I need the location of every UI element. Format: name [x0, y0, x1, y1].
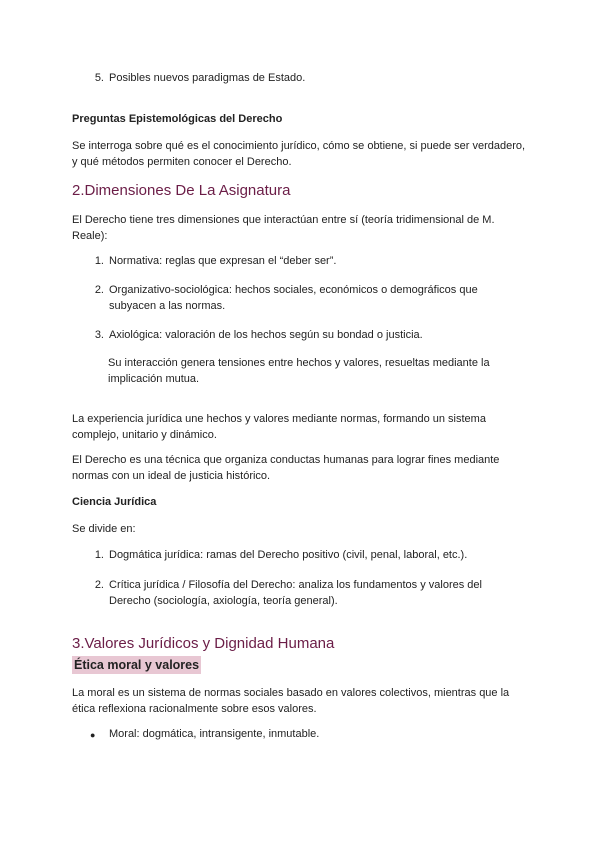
- list-number: 1.: [94, 549, 104, 561]
- list-text: Moral: dogmática, intransigente, inmutable.: [109, 728, 320, 740]
- list-number: 5.: [94, 72, 104, 84]
- ciencia-heading: Ciencia Jurídica: [72, 496, 157, 508]
- preguntas-paragraph: Se interroga sobre qué es el conocimiento jurídico, cómo se obtiene, si puede ser verdadero, y qué métodos permiten conocer el Derecho.: [72, 140, 526, 168]
- preguntas-heading: Preguntas Epistemológicas del Derecho: [72, 113, 283, 125]
- section-2-title: 2.Dimensiones De La Asignatura: [72, 182, 291, 199]
- section-2-paragraph: El Derecho es una técnica que organiza conductas humanas para lograr fines mediante normas con un ideal de justicia histórico.: [72, 454, 500, 482]
- list-text: Posibles nuevos paradigmas de Estado.: [109, 72, 306, 84]
- section-2-paragraph: La experiencia jurídica une hechos y valores mediante normas, formando un sistema complejo, unitario y dinámico.: [72, 413, 486, 441]
- section-2-note: Su interacción genera tensiones entre hechos y valores, resueltas mediante la implicación mutua.: [108, 357, 490, 385]
- section-3-subtitle: Ética moral y valores: [74, 658, 200, 672]
- list-number: 2.: [94, 284, 104, 296]
- ciencia-intro: Se divide en:: [72, 523, 136, 535]
- section-3-paragraph: La moral es un sistema de normas sociales basado en valores colectivos, mientras que la ética reflexiona racionalmente sobre esos valores.: [72, 687, 510, 715]
- bullet-dot-icon: ●: [90, 730, 96, 740]
- list-text: Normativa: reglas que expresan el “deber ser”.: [109, 255, 337, 267]
- list-number: 1.: [94, 255, 104, 267]
- list-text: Crítica jurídica / Filosofía del Derecho: analiza los fundamentos y valores del Derecho (sociología, axiología, teoría general).: [109, 579, 482, 607]
- list-text: Axiológica: valoración de los hechos según su bondad o justicia.: [109, 329, 423, 341]
- section-3-title: 3.Valores Jurídicos y Dignidad Humana: [72, 635, 335, 652]
- list-number: 3.: [94, 329, 104, 341]
- list-number: 2.: [94, 579, 104, 591]
- list-text: Dogmática jurídica: ramas del Derecho positivo (civil, penal, laboral, etc.).: [109, 549, 468, 561]
- section-2-intro: El Derecho tiene tres dimensiones que interactúan entre sí (teoría tridimensional de M. Reale):: [72, 214, 495, 242]
- list-text: Organizativo-sociológica: hechos sociales, económicos o demográficos que subyacen a las normas.: [109, 284, 478, 312]
